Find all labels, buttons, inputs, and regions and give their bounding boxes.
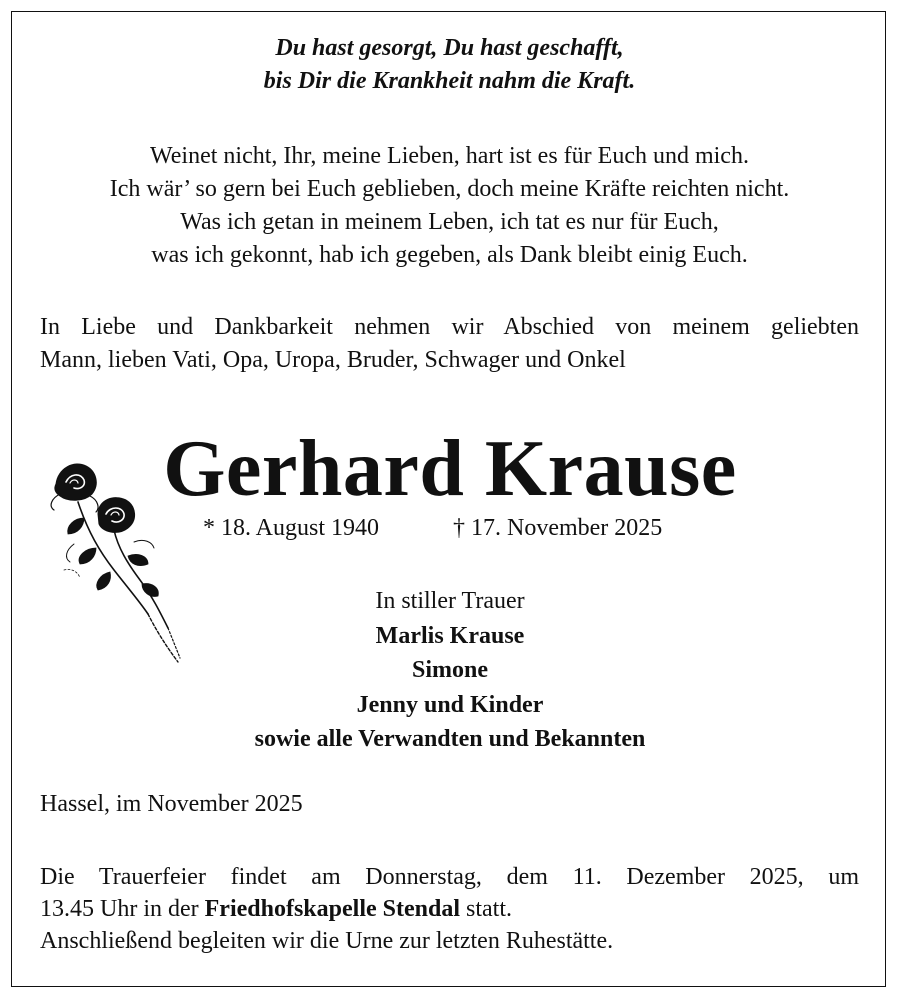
intro-line: In Liebe und Dankbarkeit nehmen wir Abschied von meinem geliebten <box>40 314 859 340</box>
poem-verse <box>40 140 859 272</box>
mourner-name: Marlis Krause <box>375 622 525 649</box>
service-line: Anschließend begleiten wir die Urne zur letzten Ruhestätte. <box>40 928 614 954</box>
poem-verse-line: was ich gekonnt, hab ich gegeben, als Dank bleibt einig Euch. <box>151 242 748 268</box>
rose-lower <box>98 498 135 533</box>
poem-italic-line: Du hast gesorgt, Du hast geschafft, <box>275 35 624 61</box>
death-date: † 17. November 2025 <box>453 515 663 541</box>
service-line <box>40 893 859 925</box>
farewell-intro <box>40 311 859 377</box>
place-date: Hassel, im November 2025 <box>40 791 303 817</box>
poem-italic-line: bis Dir die Krankheit nahm die Kraft. <box>263 68 636 94</box>
mourner-name: Jenny und Kinder <box>356 691 544 718</box>
funeral-service-info <box>40 861 859 957</box>
mourning-heading: In stiller Trauer <box>375 588 525 614</box>
poem-italic <box>40 32 859 98</box>
deceased-name: Gerhard Krause <box>163 425 737 513</box>
mourner-name: Simone <box>411 657 488 683</box>
service-tail-text: statt. <box>466 896 512 922</box>
intro-line: Mann, lieben Vati, Opa, Uropa, Bruder, Schwager und Onkel <box>40 347 626 373</box>
birth-date: * 18. August 1940 <box>203 515 380 541</box>
rose-upper <box>51 464 98 512</box>
mourner-name: sowie alle Verwandten und Bekannten <box>254 726 646 752</box>
poem-verse-line: Ich wär’ so gern bei Euch geblieben, doch meine Kräfte reichten nicht. <box>109 176 790 202</box>
mourners-block <box>150 584 750 757</box>
service-line: Die Trauerfeier findet am Donnerstag, dem 11. Dezember 2025, um <box>40 864 859 890</box>
service-time-text: 13.45 Uhr in der <box>40 896 199 922</box>
poem-verse-line: Was ich getan in meinem Leben, ich tat es nur für Euch, <box>180 209 719 235</box>
poem-verse-line: Weinet nicht, Ihr, meine Lieben, hart ist es für Euch und mich. <box>150 143 749 169</box>
service-venue: Friedhofskapelle Stendal <box>204 896 460 922</box>
